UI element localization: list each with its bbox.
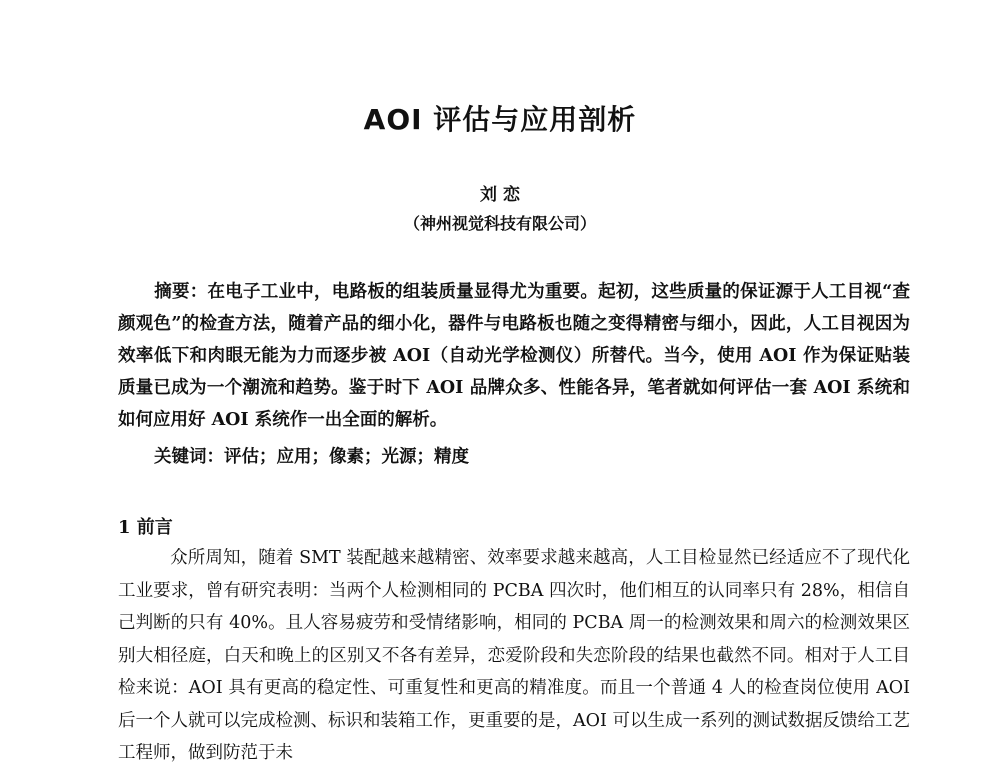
- paragraph-text: 众所周知，随着 SMT 装配越来越精密、效率要求越来越高，人工目检显然已经适应不了现代化工业要求，曾有研究表明：当两个人检测相同的 PCBA 四次时，他们相互的认同率只有 28%，相信自己判断的只有 40%。且人容易疲劳和受情绪影响，相同的 PCBA 周一的检测效果和周六的检测效果区别大相径庭，白天和晚上的区别又不各有差异，恋爱阶段和失恋阶段的结果也截然不同。相对于人工目检来说：AOI 具有更高的稳定性、可重复性和更高的精准度。而且一个普通 4 人的检查岗位使用 AOI 后一个人就可以完成检测、标识和装箱工作，更重要的是，AOI 可以生成一系列的测试数据反馈给工艺工程师，做到防范于未: [118, 548, 910, 763]
- author-name: 刘 恋: [480, 185, 520, 205]
- paper-title: AOI 评估与应用剖析: [363, 103, 637, 136]
- author-affiliation: （神州视觉科技有限公司）: [403, 214, 596, 233]
- abstract: [118, 276, 910, 436]
- section-paragraph: [118, 542, 910, 770]
- section-heading: 1 前言: [118, 517, 173, 538]
- keywords-label: 关键词：: [154, 447, 224, 467]
- keywords: [154, 441, 914, 473]
- keywords-text: 评估；应用；像素；光源；精度: [224, 447, 469, 467]
- abstract-text: 在电子工业中，电路板的组装质量显得尤为重要。起初，这些质量的保证源于人工目视“查颜观色”的检查方法，随着产品的细小化，器件与电路板也随之变得精密与细小，因此，人工目视因为效率低下和肉眼无能为力而逐步被 AOI（自动光学检测仪）所替代。当今，使用 AOI 作为保证贴装质量已成为一个潮流和趋势。鉴于时下 AOI 品牌众多、性能各异，笔者就如何评估一套 AOI 系统和如何应用好 AOI 系统作一出全面的解析。: [118, 282, 911, 430]
- abstract-label: 摘要：: [154, 282, 208, 302]
